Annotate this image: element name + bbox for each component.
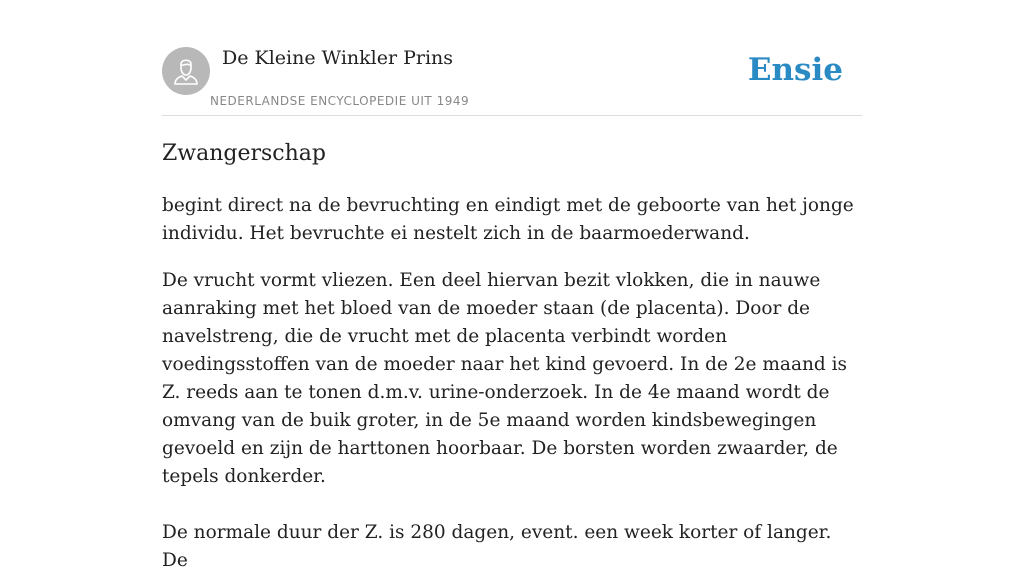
- article-title: Zwangerschap: [162, 141, 327, 166]
- article-paragraph: begint direct na de bevruchting en eindigt met de geboorte van het jonge individu. Het bevruchte ei nestelt zich in de baarmoederwand.: [162, 195, 854, 244]
- article-paragraph: De vrucht vormt vliezen. Een deel hiervan bezit vlokken, die in nauwe aanraking met het bloed van de moeder staan (de placenta). Door de navelstreng, die de vrucht met de placenta verbindt worden voedingsstoffen van de moeder naar het kind gevoerd. In de 2e maand is Z. reeds aan te tonen d.m.v. urine-onderzoek. In de 4e maand wordt de omvang van de buik groter, in de 5e maand worden kindsbewegingen gevoeld en zijn de harttonen hoorbaar. De borsten worden zwaarder, de tepels donkerder.: [162, 270, 848, 487]
- user-silhouette-icon: [162, 47, 210, 95]
- author-name[interactable]: De Kleine Winkler Prins: [222, 47, 454, 69]
- author-avatar[interactable]: [162, 47, 210, 95]
- ensie-logo[interactable]: Ensie: [747, 52, 843, 88]
- author-subtitle: NEDERLANDSE ENCYCLOPEDIE UIT 1949: [210, 94, 470, 108]
- article-paragraph: De normale duur der Z. is 280 dagen, event. een week korter of langer. De: [162, 522, 832, 571]
- article-header: [162, 46, 862, 116]
- article-body: [162, 136, 862, 575]
